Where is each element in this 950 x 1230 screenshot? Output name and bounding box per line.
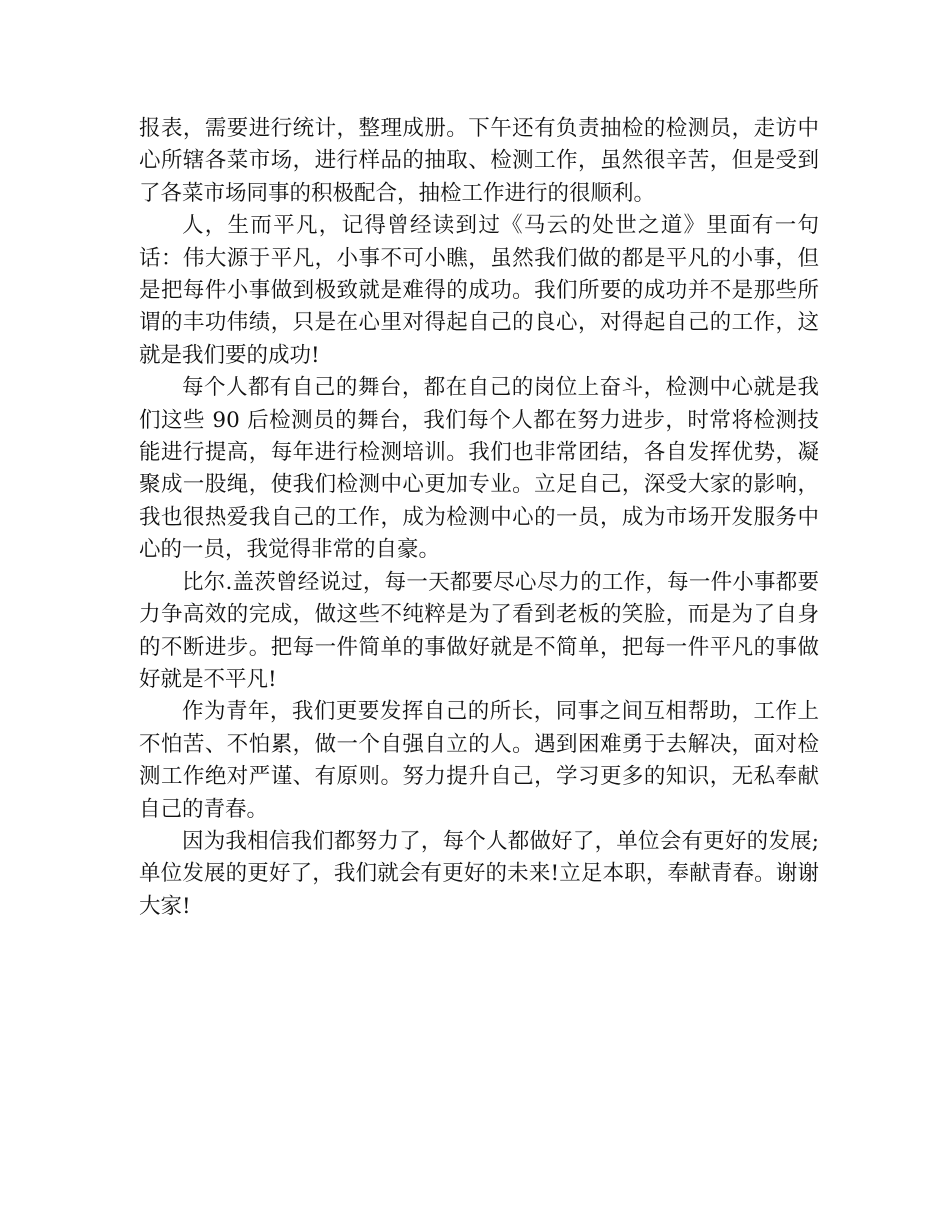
paragraph-ordinary-greatness: 人，生而平凡，记得曾经读到过《马云的处世之道》里面有一句话：伟大源于平凡，小事不可小瞧，虽然我们做的都是平凡的小事，但是把每件小事做到极致就是难得的成功。我们所要的成功并不是那些所谓的丰功伟绩，只是在心里对得起自己的良心，对得起自己的工作，这就是我们要的成功!	[139, 213, 819, 368]
paragraph-bill-gates: 比尔.盖茨曾经说过，每一天都要尽心尽力的工作，每一件小事都要力争高效的完成，做这些不纯粹是为了看到老板的笑脸，而是为了自身的不断进步。把每一件简单的事做好就是不简单，把每一件平凡的事做好就是不平凡!	[139, 569, 819, 692]
paragraph-youth: 作为青年，我们更要发挥自己的所长，同事之间互相帮助，工作上不怕苦、不怕累，做一个自强自立的人。遇到困难勇于去解决，面对检测工作绝对严谨、有原则。努力提升自己，学习更多的知识，无私奉献自己的青春。	[139, 699, 819, 822]
paragraph-closing: 因为我相信我们都努力了，每个人都做好了，单位会有更好的发展;单位发展的更好了，我们就会有更好的未来!立足本职，奉献青春。谢谢大家!	[139, 828, 819, 919]
document-body	[139, 113, 819, 923]
paragraph-continuation: 报表，需要进行统计，整理成册。下午还有负责抽检的检测员，走访中心所辖各菜市场，进行样品的抽取、检测工作，虽然很辛苦，但是受到了各菜市场同事的积极配合，抽检工作进行的很顺利。	[139, 116, 819, 206]
paragraph-stage: 每个人都有自己的舞台，都在自己的岗位上奋斗，检测中心就是我们这些 90 后检测员的舞台，我们每个人都在努力进步，时常将检测技能进行提高，每年进行检测培训。我们也非常团结，各自发挥优势，凝聚成一股绳，使我们检测中心更加专业。立足自己，深受大家的影响，我也很热爱我自己的工作，成为检测中心的一员，成为市场开发服务中心的一员，我觉得非常的自豪。	[139, 375, 819, 563]
